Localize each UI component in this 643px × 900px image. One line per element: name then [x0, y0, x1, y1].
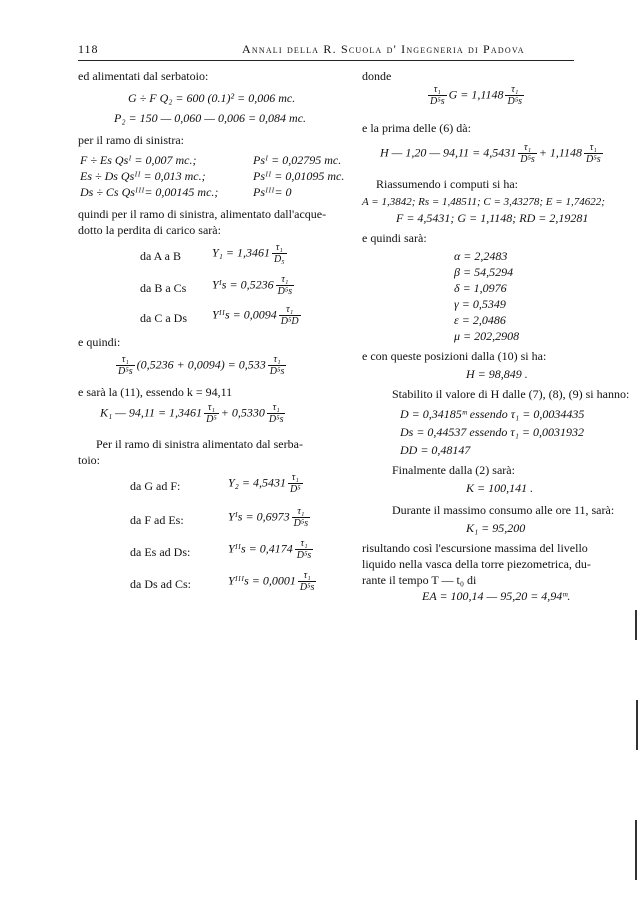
text-line: e sarà la (11), essendo k = 94,11 [78, 385, 233, 399]
segment-label: da Es ad Ds: [130, 545, 191, 559]
text-line: e quindi sarà: [362, 231, 427, 245]
equation: EA = 100,14 — 95,20 = 4,94ᵐ. [422, 589, 571, 603]
equation: K = 100,141 . [466, 481, 534, 495]
equation: D = 0,34185ᵐ essendo τ₁ = 0,0034435 [400, 407, 585, 421]
segment-label: da F ad Es: [130, 513, 184, 527]
page-number: 118 [78, 42, 99, 56]
values-line: A = 1,3842; Rs = 1,48511; C = 3,43278; E = 1,74622; [362, 196, 605, 208]
equation: Ds = 0,44537 essendo τ₁ = 0,0031932 [400, 425, 584, 439]
text-line: ed alimentati dal serbatoio: [78, 69, 209, 83]
result-line: ε = 2,0486 [454, 313, 506, 327]
segment-label: da A a B [140, 249, 181, 263]
equation: $\frac{\text{τ₁}}{\text{D⁵s}}$ (0,5236 + 0,0094) = 0,533 $\frac{\text{τ₁}}{\text{D⁵s}}$ [118, 354, 285, 377]
text-line: liquido nella vasca della torre piezometrica, du- [362, 557, 591, 571]
equation: P₂ = 150 — 0,060 — 0,006 = 0,084 mc. [114, 111, 307, 125]
text-line: quindi per il ramo di sinistra, alimentato dall'acque- [78, 207, 327, 221]
text-line: e la prima delle (6) dà: [362, 121, 471, 135]
table-cell: Es ÷ Ds Qsᴵᴵ = 0,013 mc.; [80, 169, 206, 183]
equation: Yᴵs = 0,6973 $\frac{\text{τ₁}}{\text{D⁵s}}$ [228, 506, 309, 529]
segment-label: da Ds ad Cs: [130, 577, 191, 591]
text-line: Durante il massimo consumo alle ore 11, sarà: [392, 503, 615, 517]
text-line: Finalmente dalla (2) sarà: [392, 463, 515, 477]
result-line: μ = 202,2908 [454, 329, 520, 343]
equation: Yᴵᴵs = 0,4174 $\frac{\text{τ₁}}{\text{D⁵s}}$ [228, 538, 312, 561]
text-line: dotto la perdita di carico sarà: [78, 223, 221, 237]
text-line: e quindi: [78, 335, 121, 349]
equation: DD = 0,48147 [400, 443, 471, 457]
running-title: Annali della R. Scuola d' Ingegneria di Padova [242, 42, 525, 56]
result-line: β = 54,5294 [454, 265, 514, 279]
result-line: δ = 1,0976 [454, 281, 507, 295]
text-line: Riassumendo i computi si ha: [376, 177, 518, 191]
segment-label: da G ad F: [130, 479, 181, 493]
equation: K₁ — 94,11 = 1,3461 $\frac{\text{τ₁}}{\text{D⁵}}$ + 0,5330 $\frac{\text{τ₁}}{\text{D⁵s}}$ [100, 402, 284, 425]
table-cell: Psᴵ = 0,02795 mc. [253, 153, 342, 167]
text-line: e con queste posizioni dalla (10) si ha: [362, 349, 547, 363]
segment-label: da C a Ds [140, 311, 187, 325]
text-line: Stabilito il valore di H dalle (7), (8), (9) si hanno: [392, 387, 630, 401]
page-edge-marks [631, 0, 641, 900]
table-cell: Psᴵᴵ = 0,01095 mc. [253, 169, 345, 183]
equation: $\frac{\text{τ₁}}{\text{D⁵s}}$ G = 1,1148 $\frac{\text{τ₁}}{\text{D⁵s}}$ [430, 84, 523, 107]
equation: Yᴵs = 0,5236 $\frac{\text{τ₁}}{\text{D⁵s}}$ [212, 274, 293, 297]
text-line: donde [362, 69, 392, 83]
equation: H — 1,20 — 94,11 = 4,5431 $\frac{\text{τ₁}}{\text{D⁵s}}$ + 1,1148 $\frac{\text{τ₁}}{\text{D⁵s}}$ [380, 142, 601, 165]
equation: Y₂ = 4,5431 $\frac{\text{τ₁}}{\text{D⁵}}$ [228, 472, 301, 495]
text-line: toio: [78, 453, 101, 467]
text-line: per il ramo di sinistra: [78, 133, 184, 147]
equation: K₁ = 95,200 [466, 521, 526, 535]
table-cell: Ds ÷ Cs Qsᴵᴵᴵ= 0,00145 mc.; [80, 185, 219, 199]
text-line: Per il ramo di sinistra alimentato dal serba- [96, 437, 303, 451]
text-line: risultando così l'escursione massima del livello [362, 541, 588, 555]
header-rule [78, 60, 574, 61]
equation: Yᴵᴵs = 0,0094 $\frac{\text{τ₁}}{\text{D⁵D}}$ [212, 304, 299, 327]
result-line: α = 2,2483 [454, 249, 508, 263]
equation: G ÷ F Q₂ = 600 (0.1)² = 0,006 mc. [128, 91, 296, 105]
equation: H = 98,849 . [466, 367, 528, 381]
result-line: γ = 0,5349 [454, 297, 506, 311]
table-cell: F ÷ Es Qsᴵ = 0,007 mc.; [80, 153, 197, 167]
values-line: F = 4,5431; G = 1,1148; RD = 2,19281 [396, 211, 589, 225]
equation: Yᴵᴵᴵs = 0,0001 $\frac{\text{τ₁}}{\text{D⁵s}}$ [228, 570, 315, 593]
table-cell: Psᴵᴵᴵ= 0 [253, 185, 292, 199]
equation: Y₁ = 1,3461 $\frac{\text{τ₁}}{\text{D₅}}$ [212, 242, 285, 265]
text-line: rante il tempo T — t₀ di [362, 573, 477, 587]
segment-label: da B a Cs [140, 281, 187, 295]
